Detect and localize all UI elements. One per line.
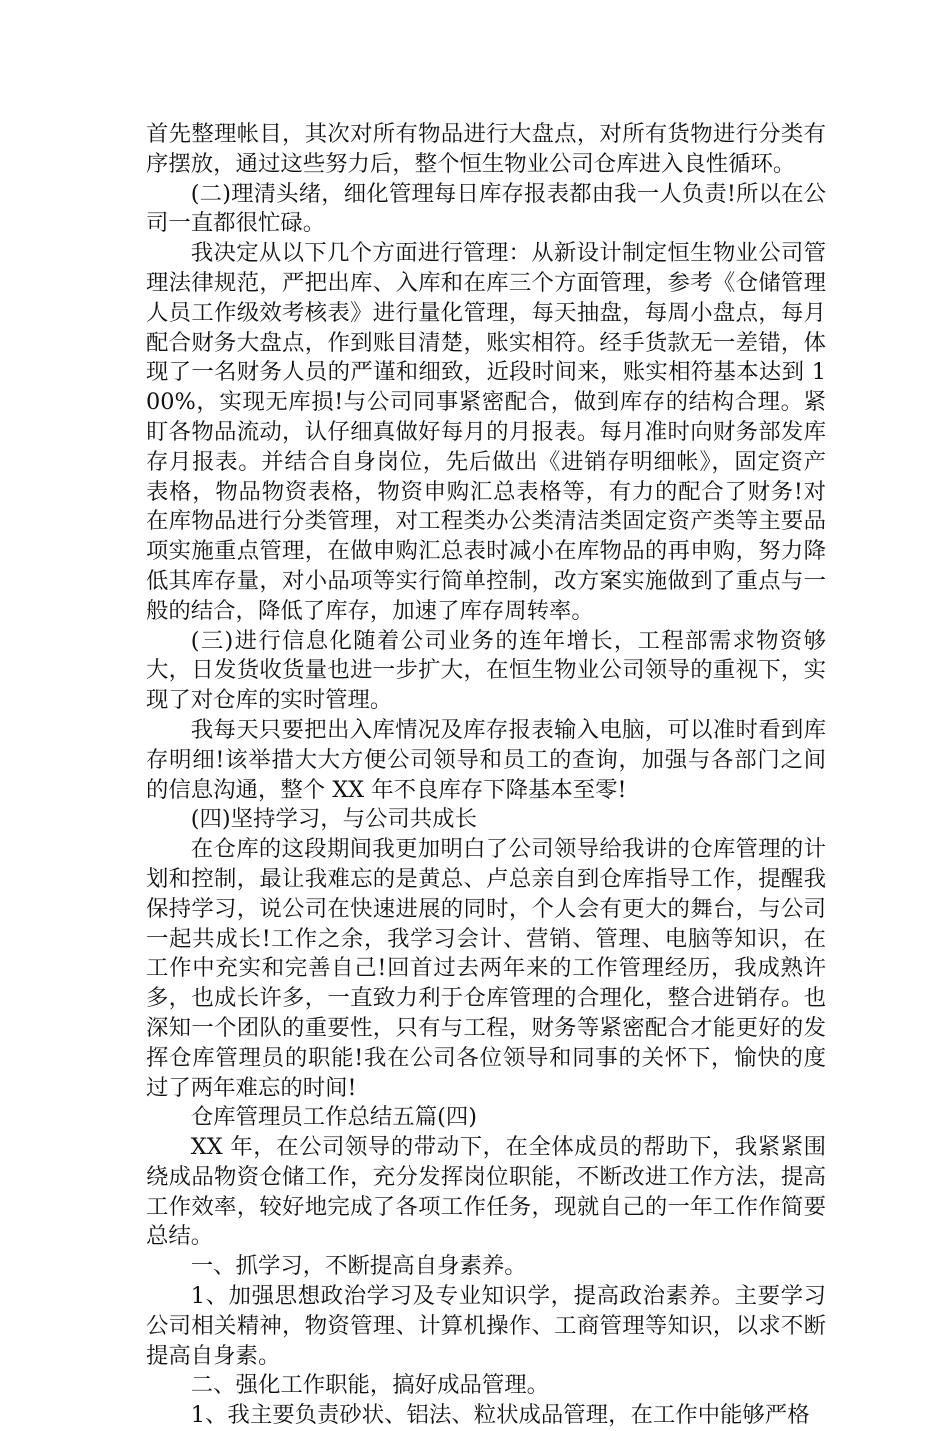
paragraph-2: (二)理清头绪，细化管理每日库存报表都由我一人负责!所以在公司一直都很忙碌。	[146, 180, 826, 237]
paragraph-5: 我每天只要把出入库情况及库存报表输入电脑，可以准时看到库存明细!该举措大大方便公司领导和员工的查询，加强与各部门之间的信息沟通，整个 XX 年不良库存下降基本至零!	[146, 716, 826, 803]
section-heading-4: (四)坚持学习，与公司共成长	[190, 806, 477, 833]
section-heading-2: 二、强化工作职能，搞好成品管理。	[190, 1372, 550, 1399]
paragraph-1: 首先整理帐目，其次对所有物品进行大盘点，对所有货物进行分类有序摆放，通过这些努力后，整个恒生物业公司仓库进入良性循环。	[146, 121, 826, 177]
paragraph-7: 在仓库的这段期间我更加明白了公司领导给我讲的仓库管理的计划和控制，最让我难忘的是黄总、卢总亲自到仓库指导工作，提醒我保持学习，说公司在快速进展的同时，个人会有更大的舞台，与公司一起共成长!工作之余，我学习会计、营销、管理、电脑等知识，在工作中充实和完善自己!回首过去两年来的工作管理经历，我成熟许多，也成长许多，一直致力利于仓库管理的合理化，整合进销存。也深知一个团队的重要性，只有与工程，财务等紧密配合才能更好的发挥仓库管理员的职能!我在公司各位领导和同事的关怀下，愉快的度过了两年难忘的时间!	[146, 836, 826, 1101]
paragraph-4: (三)进行信息化随着公司业务的连年增长，工程部需求物资够大，日发货收货量也进一步扩大，在恒生物业公司领导的重视下，实现了对仓库的实时管理。	[146, 627, 826, 714]
document-page	[146, 120, 826, 1431]
paragraph-11: 1、加强思想政治学习及专业知识学，提高政治素养。主要学习公司相关精神，物资管理、计算机操作、工商管理等知识，以求不断提高自身素。	[146, 1283, 826, 1369]
section-heading-1: 一、抓学习，不断提高自身素养。	[190, 1253, 527, 1280]
article-title: 仓库管理员工作总结五篇(四)	[190, 1104, 477, 1131]
paragraph-13: 1、我主要负责砂状、铝法、粒状成品管理，在工作中能够严格	[190, 1402, 810, 1429]
paragraph-9: XX 年，在公司领导的带动下，在全体成员的帮助下，我紧紧围绕成品物资仓储工作，充分发挥岗位职能，不断改进工作方法，提高工作效率，较好地完成了各项工作任务，现就自己的一年工作作简要总结。	[146, 1134, 826, 1250]
paragraph-3: 我决定从以下几个方面进行管理：从新设计制定恒生物业公司管理法律规范，严把出库、入库和在库三个方面管理，参考《仓储管理人员工作级效考核表》进行量化管理，每天抽盘，每周小盘点，每月配合财务大盘点，作到账目清楚，账实相符。经手货款无一差错，体现了一名财务人员的严谨和细致，近段时间来，账实相符基本达到 100%，实现无库损!与公司同事紧密配合，做到库存的结构合理。紧盯各物品流动，认仔细真做好每月的月报表。每月准时向财务部发库存月报表。并结合自身岗位，先后做出《进销存明细帐》，固定资产表格，物品物资表格，物资申购汇总表格等，有力的配合了财务!对在库物品进行分类管理，对工程类办公类清洁类固定资产类等主要品项实施重点管理，在做申购汇总表时减小在库物品的再申购，努力降低其库存量，对小品项等实行简单控制，改方案实施做到了重点与一般的结合，降低了库存，加速了库存周转率。	[146, 240, 826, 624]
